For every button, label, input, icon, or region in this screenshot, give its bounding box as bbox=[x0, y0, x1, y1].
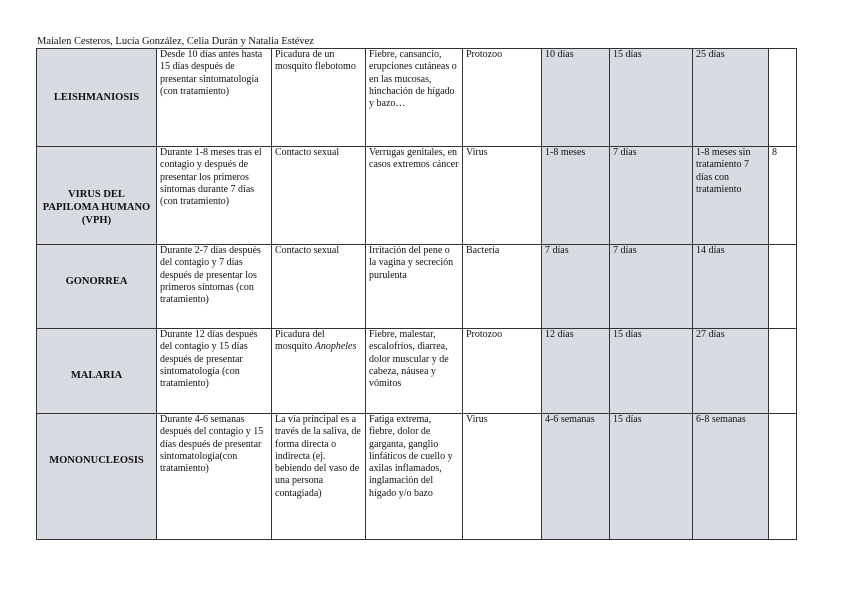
duration-cell: 7 días bbox=[610, 245, 693, 329]
extra-cell bbox=[769, 414, 797, 540]
disease-name: LEISHMANIOSIS bbox=[37, 49, 157, 147]
transmission-cell: Picadura de un mosquito flebotomo bbox=[272, 49, 366, 147]
table-row bbox=[37, 414, 797, 540]
disease-name: MONONUCLEOSIS bbox=[37, 414, 157, 540]
symptoms-cell: Fiebre, malestar, escalofríos, diarrea, dolor muscular y de cabeza, náusea y vómitos bbox=[366, 329, 463, 414]
total-cell: 1-8 meses sin tratamiento 7 días con tratamiento bbox=[693, 147, 769, 245]
disease-name: MALARIA bbox=[37, 329, 157, 414]
agent-cell: Virus bbox=[463, 414, 542, 540]
total-cell: 25 días bbox=[693, 49, 769, 147]
duration-cell: 15 días bbox=[610, 414, 693, 540]
document-authors: Maialen Cesteros, Lucía González, Celia Durán y Natalia Estévez bbox=[37, 36, 314, 47]
duration-cell: 7 días bbox=[610, 147, 693, 245]
incubation-cell: 1-8 meses bbox=[542, 147, 610, 245]
table-row bbox=[37, 245, 797, 329]
extra-cell: 8 bbox=[769, 147, 797, 245]
transmission-text: Picadura del mosquito bbox=[275, 329, 325, 353]
duration-cell: 15 días bbox=[610, 329, 693, 414]
transmission-genus: Anopheles bbox=[314, 341, 357, 353]
contagion-period-cell: Durante 1-8 meses tras el contagio y después de presentar los primeros síntomas durante 7 días (con tratamiento) bbox=[157, 147, 272, 245]
agent-cell: Protozoo bbox=[463, 329, 542, 414]
transmission-cell: La vía principal es a través de la saliva, de forma directa o indirecta (ej. bebiendo del vaso de una persona contagiada) bbox=[272, 414, 366, 540]
contagion-period-cell: Desde 10 días antes hasta 15 días después de presentar sintomatología (con tratamiento) bbox=[157, 49, 272, 147]
transmission-cell: Contacto sexual bbox=[272, 245, 366, 329]
extra-cell bbox=[769, 245, 797, 329]
transmission-cell bbox=[272, 329, 366, 414]
incubation-cell: 4-6 semanas bbox=[542, 414, 610, 540]
agent-cell: Protozoo bbox=[463, 49, 542, 147]
symptoms-cell: Verrugas genitales, en casos extremos cáncer bbox=[366, 147, 463, 245]
table-row bbox=[37, 329, 797, 414]
table-row bbox=[37, 147, 797, 245]
total-cell: 6-8 semanas bbox=[693, 414, 769, 540]
disease-name: VIRUS DEL PAPILOMA HUMANO (VPH) bbox=[37, 147, 157, 245]
table-row bbox=[37, 49, 797, 147]
extra-cell bbox=[769, 329, 797, 414]
agent-cell: Bacteria bbox=[463, 245, 542, 329]
incubation-cell: 12 días bbox=[542, 329, 610, 414]
transmission-cell: Contacto sexual bbox=[272, 147, 366, 245]
contagion-period-cell: Durante 12 días después del contagio y 15 días después de presentar sintomatología (con tratamiento) bbox=[157, 329, 272, 414]
extra-cell bbox=[769, 49, 797, 147]
total-cell: 27 días bbox=[693, 329, 769, 414]
total-cell: 14 días bbox=[693, 245, 769, 329]
duration-cell: 15 días bbox=[610, 49, 693, 147]
diseases-table bbox=[36, 48, 797, 540]
agent-cell: Virus bbox=[463, 147, 542, 245]
symptoms-cell: Irritación del pene o la vagina y secreción purulenta bbox=[366, 245, 463, 329]
symptoms-cell: Fiebre, cansancio, erupciones cutáneas o en las mucosas, hinchación de hígado y bazo… bbox=[366, 49, 463, 147]
contagion-period-cell: Durante 4-6 semanas después del contagio y 15 días después de presentar sintomatología(con tratamiento) bbox=[157, 414, 272, 540]
symptoms-cell: Fatiga extrema, fiebre, dolor de garganta, ganglio linfáticos de cuello y axilas inflamados, inglamación del hígado y/o bazo bbox=[366, 414, 463, 540]
contagion-period-cell: Durante 2-7 días después del contagio y 7 días después de presentar los primeros síntomas (con tratamiento) bbox=[157, 245, 272, 329]
incubation-cell: 7 días bbox=[542, 245, 610, 329]
incubation-cell: 10 días bbox=[542, 49, 610, 147]
disease-name: GONORREA bbox=[37, 245, 157, 329]
